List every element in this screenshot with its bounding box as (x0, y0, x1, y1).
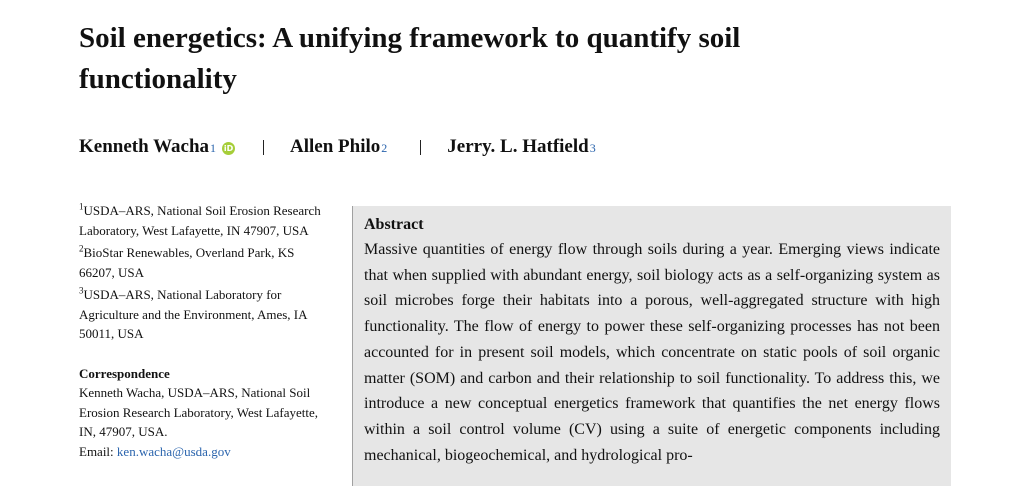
affiliations (79, 201, 329, 461)
author-name: Kenneth Wacha (79, 136, 210, 157)
author-3[interactable]: Jerry. L. Hatfield 3 (447, 136, 596, 157)
affiliation-2: $^2$BioStar Renewables, Overland Park, KS 66207, USA (79, 243, 295, 280)
abstract-text: Massive quantities of energy flow through soils during a year. Emerging views indicate that when supplied with abundant energy, soil biology acts as a self-organizing system as soil microbes forge their habitats into a porous, well-aggregated structure with high functionality. The flow of energy to power these self-organizing processes has not been accounted for in present soil models, which concentrate on static pools of soil organic matter (SOM) and carbon and their relationship to soil functionality. To address this, we introduce a new conceptual energetics framework that quantifies the net energy flows within a soil control volume (CV) using a suite of energetic components including mechanical, biogeochemical, and hydrological pro- (364, 241, 940, 464)
paper-title: Soil energetics: A unifying framework to quantify soil functionality (79, 22, 741, 95)
abstract-heading: Abstract (364, 216, 424, 233)
author-name: Allen Philo (290, 136, 381, 157)
author-name: Jerry. L. Hatfield (447, 136, 589, 157)
author-1[interactable]: Kenneth Wacha 1 iD (79, 136, 234, 157)
author-separator (420, 140, 421, 155)
abstract-box (352, 206, 951, 486)
correspondence-email: Email: ken.wacha@usda.gov (79, 443, 231, 459)
affiliation-1: $^1$USDA–ARS, National Soil Erosion Research Laboratory, West Lafayette, IN 47907, USA (79, 201, 321, 238)
email-link[interactable]: ken.wacha@usda.gov (116, 443, 231, 459)
author-separator (263, 140, 264, 155)
correspondence-heading: Correspondence (79, 365, 170, 381)
author-list (79, 136, 596, 158)
affiliation-3: $^3$USDA–ARS, National Laboratory for Agriculture and the Environment, Ames, IA 50011, USA (79, 285, 307, 341)
orcid-icon[interactable]: iD (223, 144, 234, 153)
author-2[interactable]: Allen Philo 2 (290, 136, 388, 157)
correspondence-text: Kenneth Wacha, USDA–ARS, National Soil Erosion Research Laboratory, West Lafayette, IN, 47907, USA. (79, 385, 318, 439)
